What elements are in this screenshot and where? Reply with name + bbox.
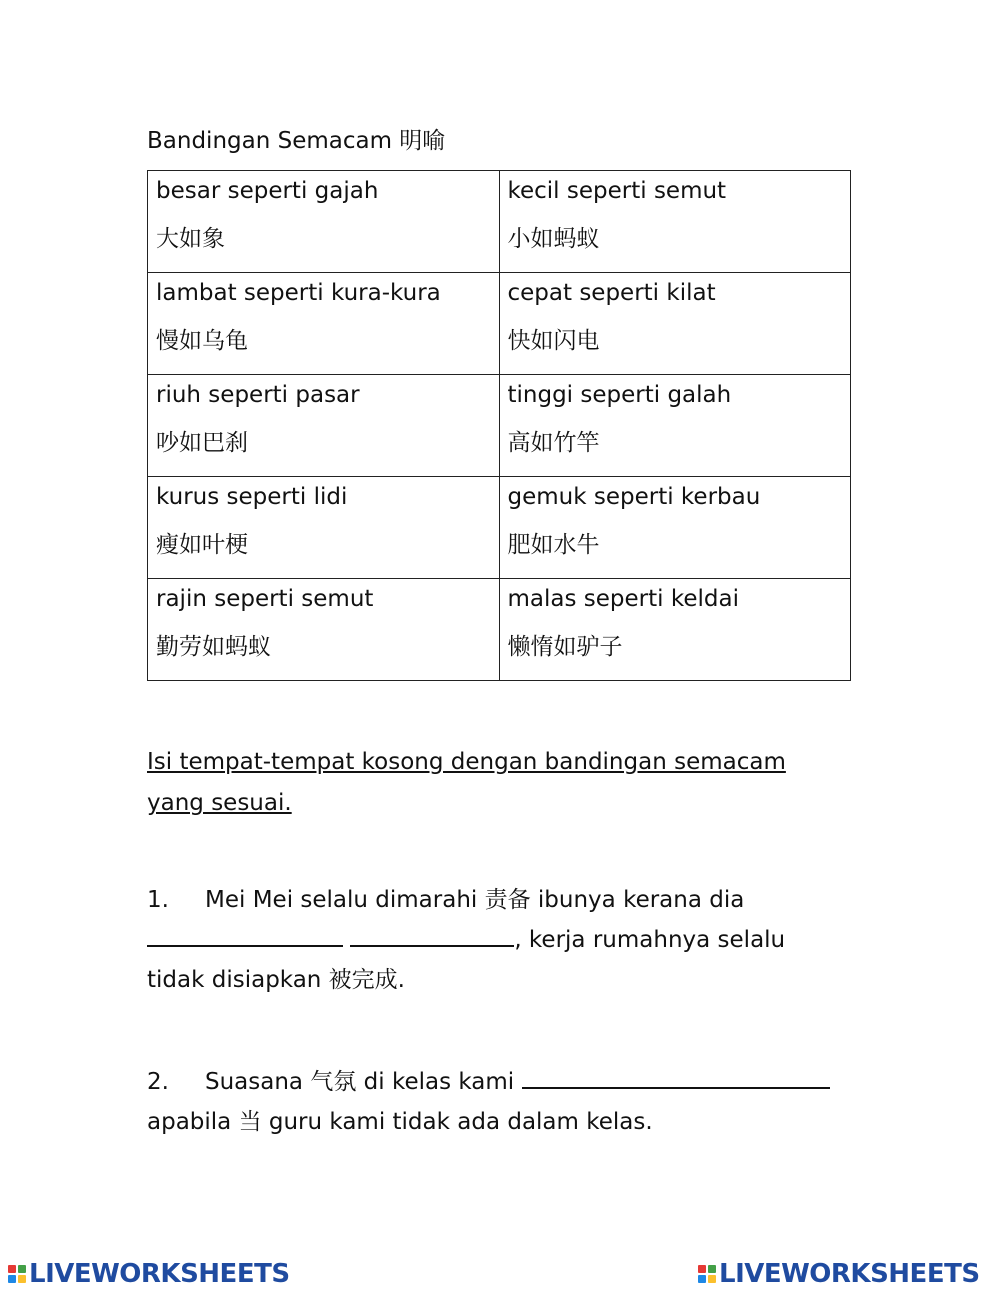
table-cell [499, 477, 851, 579]
liveworksheets-logo [8, 1259, 290, 1289]
answer-blank-2[interactable] [522, 1065, 830, 1089]
similes-table [147, 170, 851, 681]
question-text: tidak disiapkan 被完成. [147, 967, 405, 993]
question-number: 1. [147, 887, 169, 913]
table-cell [499, 171, 851, 273]
simile-chinese: 瘦如叶梗 [156, 532, 248, 558]
simile-malay: tinggi seperti galah [507, 382, 732, 408]
table-row [148, 477, 851, 579]
question-text: , kerja rumahnya selalu [514, 927, 786, 953]
question-text: apabila 当 guru kami tidak ada dalam kelas. [147, 1109, 653, 1135]
table-cell [499, 579, 851, 681]
logo-text: LIVEWORKSHEETS [719, 1259, 980, 1289]
simile-malay: gemuk seperti kerbau [507, 484, 761, 510]
liveworksheets-logo [698, 1259, 980, 1289]
simile-chinese: 勤劳如蚂蚁 [156, 634, 271, 660]
simile-malay: malas seperti keldai [507, 586, 739, 612]
simile-malay: kecil seperti semut [507, 178, 727, 204]
table-row [148, 273, 851, 375]
simile-chinese: 快如闪电 [507, 328, 600, 354]
simile-malay: lambat seperti kura-kura [156, 280, 441, 306]
table-cell [148, 171, 500, 273]
table-cell [148, 579, 500, 681]
table-cell [148, 477, 500, 579]
table-row [148, 375, 851, 477]
simile-malay: kurus seperti lidi [156, 484, 348, 510]
simile-chinese: 慢如乌龟 [156, 328, 248, 354]
table-cell [499, 375, 851, 477]
table-cell [148, 375, 500, 477]
table-row [148, 171, 851, 273]
page-title: Bandingan Semacam 明喻 [147, 128, 446, 154]
simile-malay: rajin seperti semut [156, 586, 374, 612]
table-cell [499, 273, 851, 375]
simile-chinese: 吵如巴刹 [156, 430, 248, 456]
question-text: Suasana 气氛 di kelas kami [205, 1069, 515, 1095]
simile-malay: cepat seperti kilat [507, 280, 716, 306]
simile-chinese: 小如蚂蚁 [507, 226, 600, 252]
question-1 [147, 880, 857, 1000]
instruction-text: Isi tempat-tempat kosong dengan bandingan semacam yang sesuai. [147, 749, 786, 816]
simile-chinese: 大如象 [156, 226, 225, 252]
simile-chinese: 高如竹竿 [507, 430, 600, 456]
logo-blocks-icon [698, 1265, 716, 1283]
answer-blank-1b[interactable] [350, 923, 514, 947]
question-number: 2. [147, 1069, 169, 1095]
table-row [148, 579, 851, 681]
question-2 [147, 1062, 857, 1142]
simile-chinese: 懒惰如驴子 [507, 634, 623, 660]
simile-chinese: 肥如水牛 [507, 532, 600, 558]
logo-text: LIVEWORKSHEETS [29, 1259, 290, 1289]
question-text: Mei Mei selalu dimarahi 责备 ibunya kerana dia [205, 887, 745, 913]
simile-malay: riuh seperti pasar [156, 382, 360, 408]
logo-blocks-icon [8, 1265, 26, 1283]
answer-blank-1a[interactable] [147, 923, 343, 947]
simile-malay: besar seperti gajah [156, 178, 379, 204]
table-cell [148, 273, 500, 375]
